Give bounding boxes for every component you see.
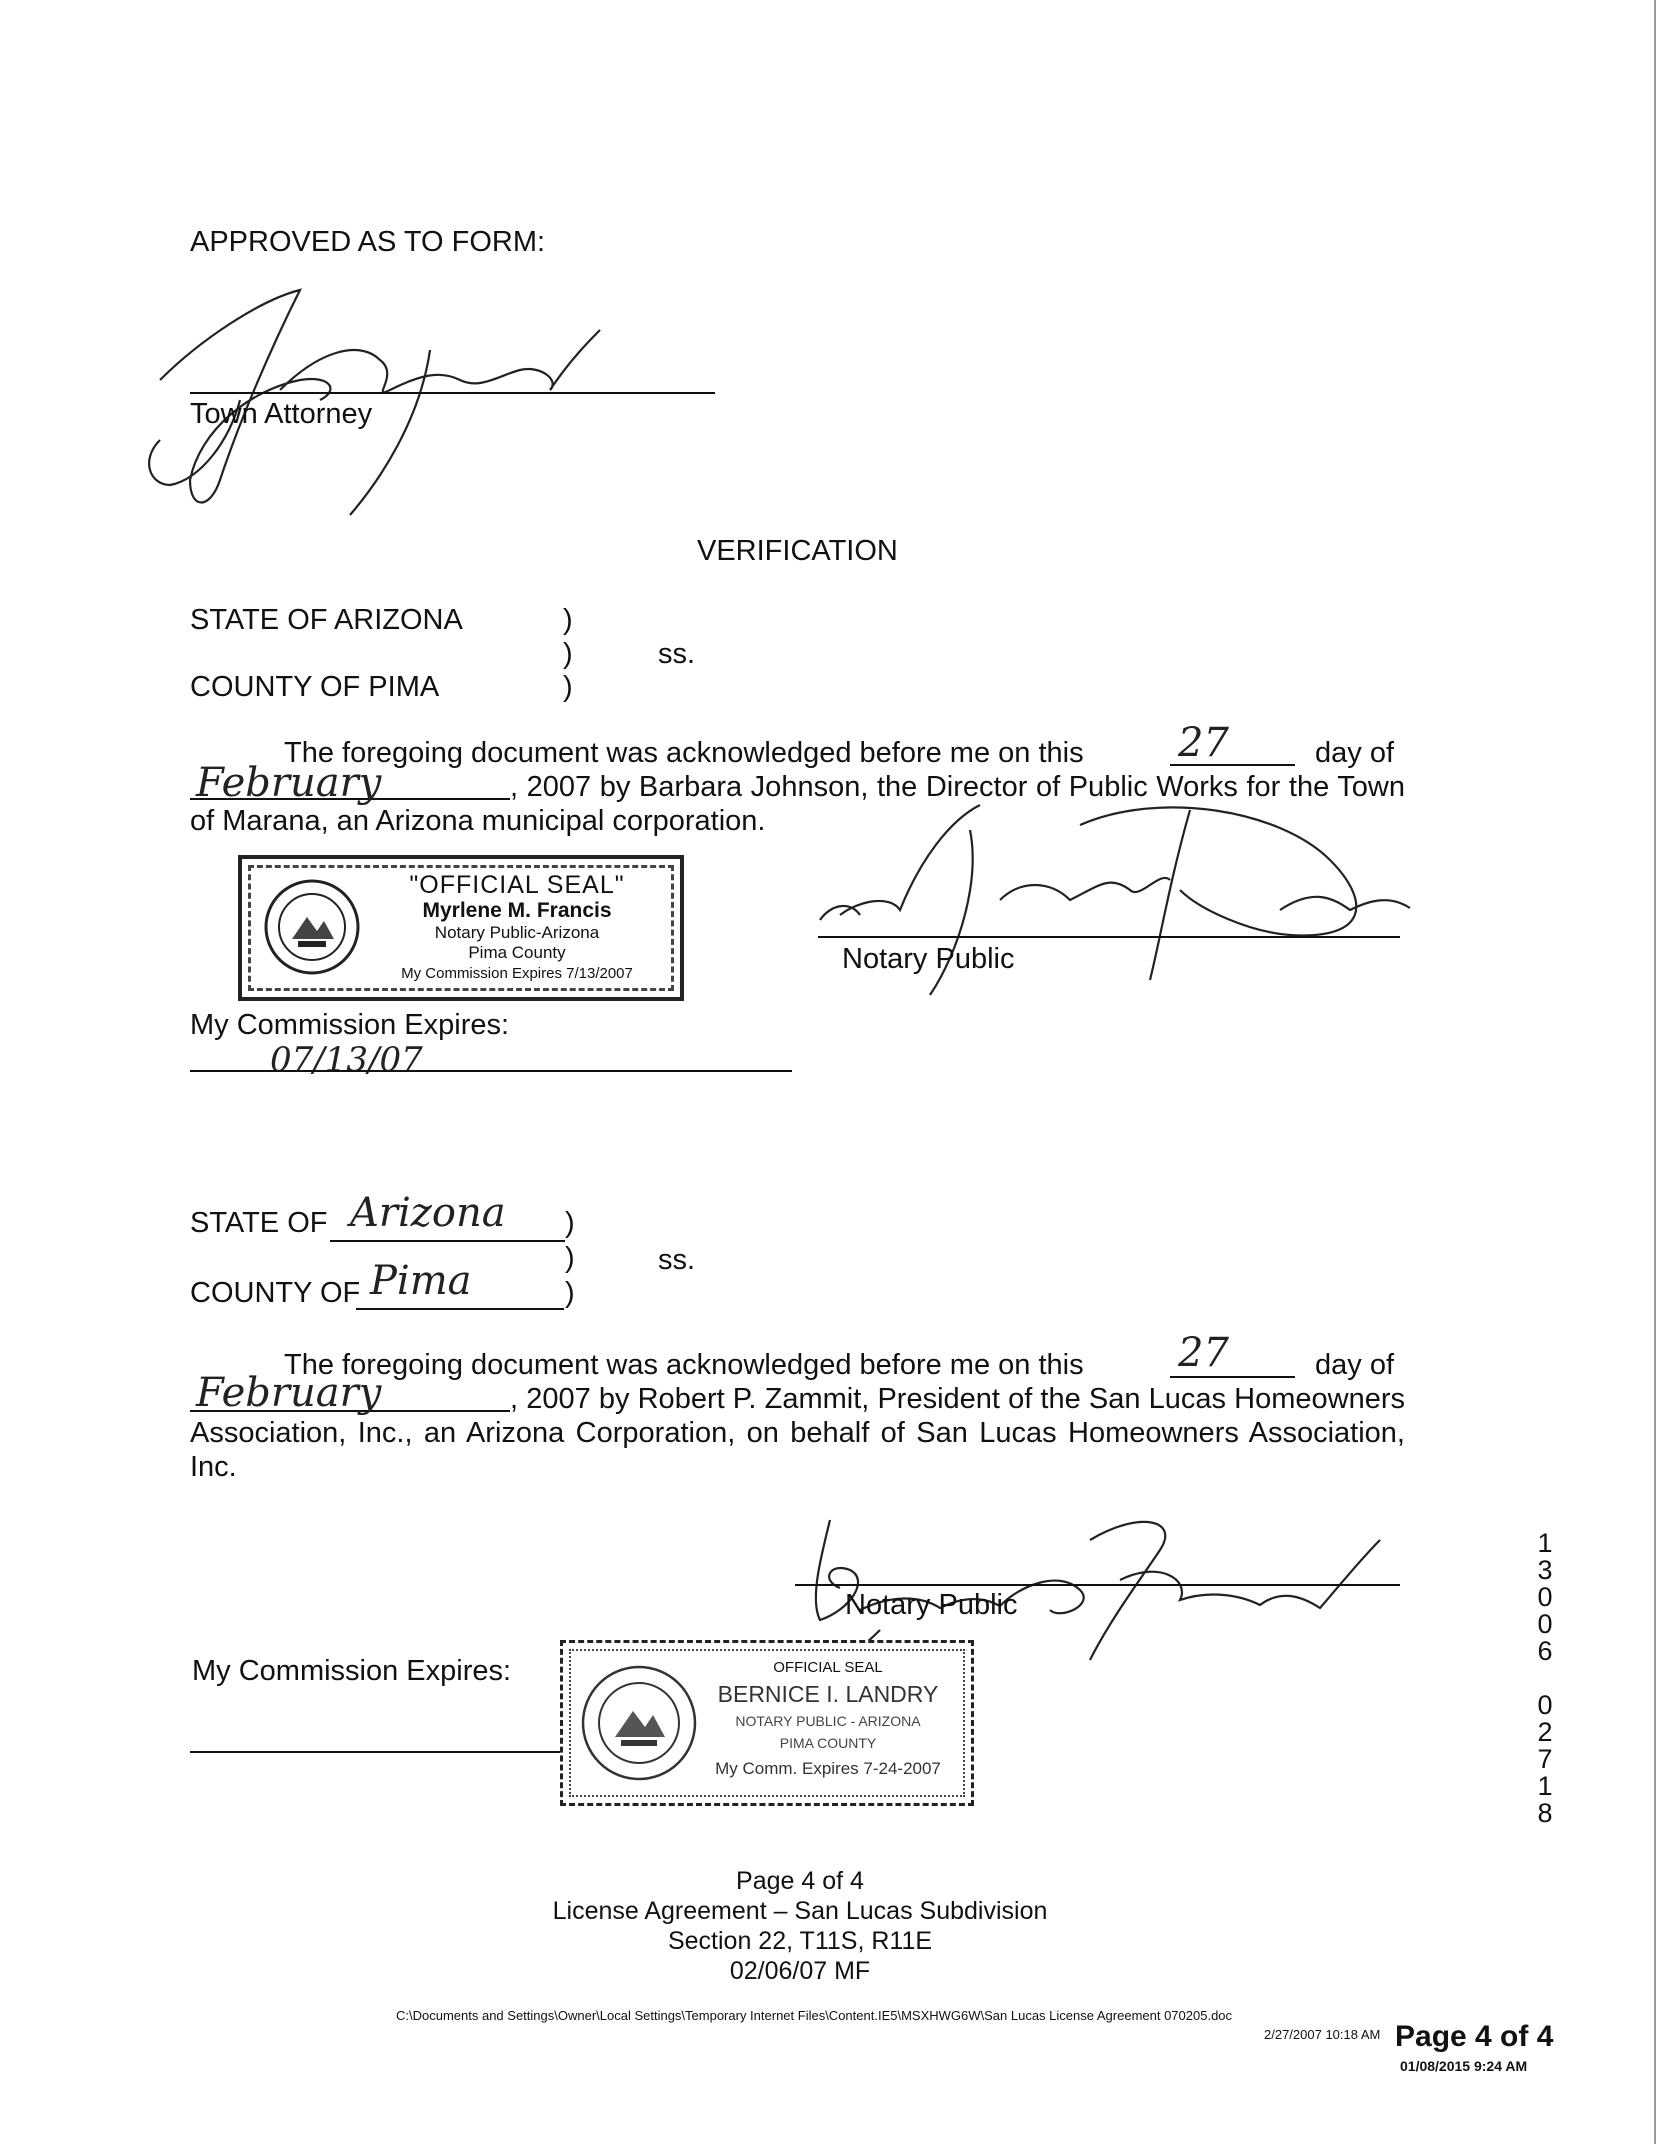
footer-page: Page 4 of 4 bbox=[736, 1867, 864, 1895]
record-timestamp: 01/08/2015 9:24 AM bbox=[1400, 2058, 1528, 2074]
recording-digit: 3 bbox=[1537, 1555, 1553, 1585]
recording-digit: 8 bbox=[1537, 1798, 1553, 1828]
ack-prefix-1: The foregoing document was acknowledged before me on this bbox=[284, 737, 1084, 769]
notary-public-label-1: Notary Public bbox=[842, 943, 1015, 975]
arizona-state-seal-icon bbox=[262, 877, 362, 977]
month-value-1: February bbox=[196, 760, 382, 806]
town-attorney-label: Town Attorney bbox=[190, 398, 373, 430]
commission-date-1: 07/13/07 bbox=[270, 1040, 423, 1080]
file-timestamp: 2/27/2007 10:18 AM bbox=[1264, 2027, 1381, 2042]
day-suffix-2: day of bbox=[1315, 1349, 1394, 1381]
ss-1: ss. bbox=[658, 638, 696, 670]
paren-1a: ) bbox=[563, 604, 573, 636]
seal1-line3: Notary Public-Arizona bbox=[434, 923, 600, 942]
town-attorney-signature-line bbox=[190, 392, 715, 394]
footer-section: Section 22, T11S, R11E bbox=[667, 1927, 933, 1955]
page-stamp: Page 4 of 4 bbox=[1395, 2020, 1554, 2053]
seal2-line1: OFFICIAL SEAL bbox=[773, 1659, 883, 1676]
recording-digit bbox=[1530, 1665, 1560, 1692]
arizona-state-seal-icon-2 bbox=[579, 1663, 699, 1783]
commission-label-2: My Commission Expires: bbox=[192, 1655, 512, 1687]
ack-prefix-2: The foregoing document was acknowledged before me on this bbox=[284, 1349, 1084, 1381]
commission-line-1 bbox=[190, 1070, 792, 1072]
notary-public-label-2: Notary Public bbox=[845, 1589, 1018, 1621]
footer-title: License Agreement – San Lucas Subdivision bbox=[552, 1897, 1048, 1925]
ack-rest-1: , 2007 by Barbara Johnson, the Director of Public Works for the Town of Marana, an Arizona municipal corporation. bbox=[190, 771, 1405, 837]
seal1-line1: "OFFICIAL SEAL" bbox=[409, 871, 625, 899]
day-line-2 bbox=[1170, 1376, 1295, 1378]
county-value-2: Pima bbox=[370, 1258, 472, 1304]
seal2-line2: BERNICE I. LANDRY bbox=[717, 1681, 939, 1707]
notary-signature-line-2 bbox=[795, 1584, 1400, 1586]
seal1-line5: My Commission Expires 7/13/2007 bbox=[401, 965, 633, 982]
day-value-1: 27 bbox=[1178, 720, 1229, 766]
notary-seal-1 bbox=[238, 855, 684, 1001]
notary-seal-2 bbox=[560, 1640, 974, 1806]
scan-edge bbox=[1654, 0, 1656, 2144]
seal1-line4: Pima County bbox=[468, 943, 566, 962]
recording-digit: 0 bbox=[1537, 1609, 1553, 1639]
seal2-line3: NOTARY PUBLIC - ARIZONA bbox=[735, 1713, 921, 1729]
state-label-1: STATE OF ARIZONA bbox=[190, 604, 463, 636]
commission-line-2 bbox=[190, 1751, 600, 1753]
month-value-2: February bbox=[196, 1370, 382, 1416]
recording-digit: 7 bbox=[1537, 1744, 1553, 1774]
seal1-line2: Myrlene M. Francis bbox=[422, 899, 612, 922]
commission-label-1: My Commission Expires: bbox=[190, 1009, 510, 1041]
state-label-2: STATE OF bbox=[190, 1207, 328, 1239]
verification-title: VERIFICATION bbox=[697, 535, 898, 567]
day-value-2: 27 bbox=[1178, 1330, 1229, 1376]
paren-2a: ) bbox=[565, 1207, 575, 1239]
county-label-2: COUNTY OF bbox=[190, 1277, 361, 1309]
state-line-2 bbox=[330, 1240, 565, 1242]
recording-number bbox=[1530, 1530, 1560, 1827]
ss-2: ss. bbox=[658, 1244, 696, 1276]
ack-rest-2: , 2007 by Robert P. Zammit, President of the San Lucas Homeowners Association, Inc., an Arizona Corporation, on behalf of San Lucas Homeowners Association, Inc. bbox=[190, 1383, 1405, 1483]
seal2-line4: PIMA COUNTY bbox=[779, 1735, 877, 1751]
paren-1b: ) bbox=[563, 638, 573, 670]
day-suffix-1: day of bbox=[1315, 737, 1394, 769]
recording-digit: 2 bbox=[1537, 1717, 1553, 1747]
recording-digit: 6 bbox=[1537, 1636, 1553, 1666]
county-line-2 bbox=[356, 1308, 564, 1310]
county-label-1: COUNTY OF PIMA bbox=[190, 671, 440, 703]
paren-2c: ) bbox=[565, 1277, 575, 1309]
recording-digit: 1 bbox=[1537, 1771, 1553, 1801]
recording-digit: 1 bbox=[1537, 1528, 1553, 1558]
paren-1c: ) bbox=[563, 671, 573, 703]
seal2-line5: My Comm. Expires 7-24-2007 bbox=[715, 1759, 941, 1778]
state-value-2: Arizona bbox=[350, 1190, 506, 1236]
footer-date: 02/06/07 MF bbox=[729, 1957, 871, 1985]
approved-heading: APPROVED AS TO FORM: bbox=[190, 226, 546, 258]
recording-digit: 0 bbox=[1537, 1690, 1553, 1720]
notary-signature-line-1 bbox=[818, 936, 1400, 938]
recording-digit: 0 bbox=[1537, 1582, 1553, 1612]
paren-2b: ) bbox=[565, 1242, 575, 1274]
file-path: C:\Documents and Settings\Owner\Local Settings\Temporary Internet Files\Content.IE5\MSXHWG6W\San Lucas License Agreement 070205.doc bbox=[396, 2008, 1233, 2023]
